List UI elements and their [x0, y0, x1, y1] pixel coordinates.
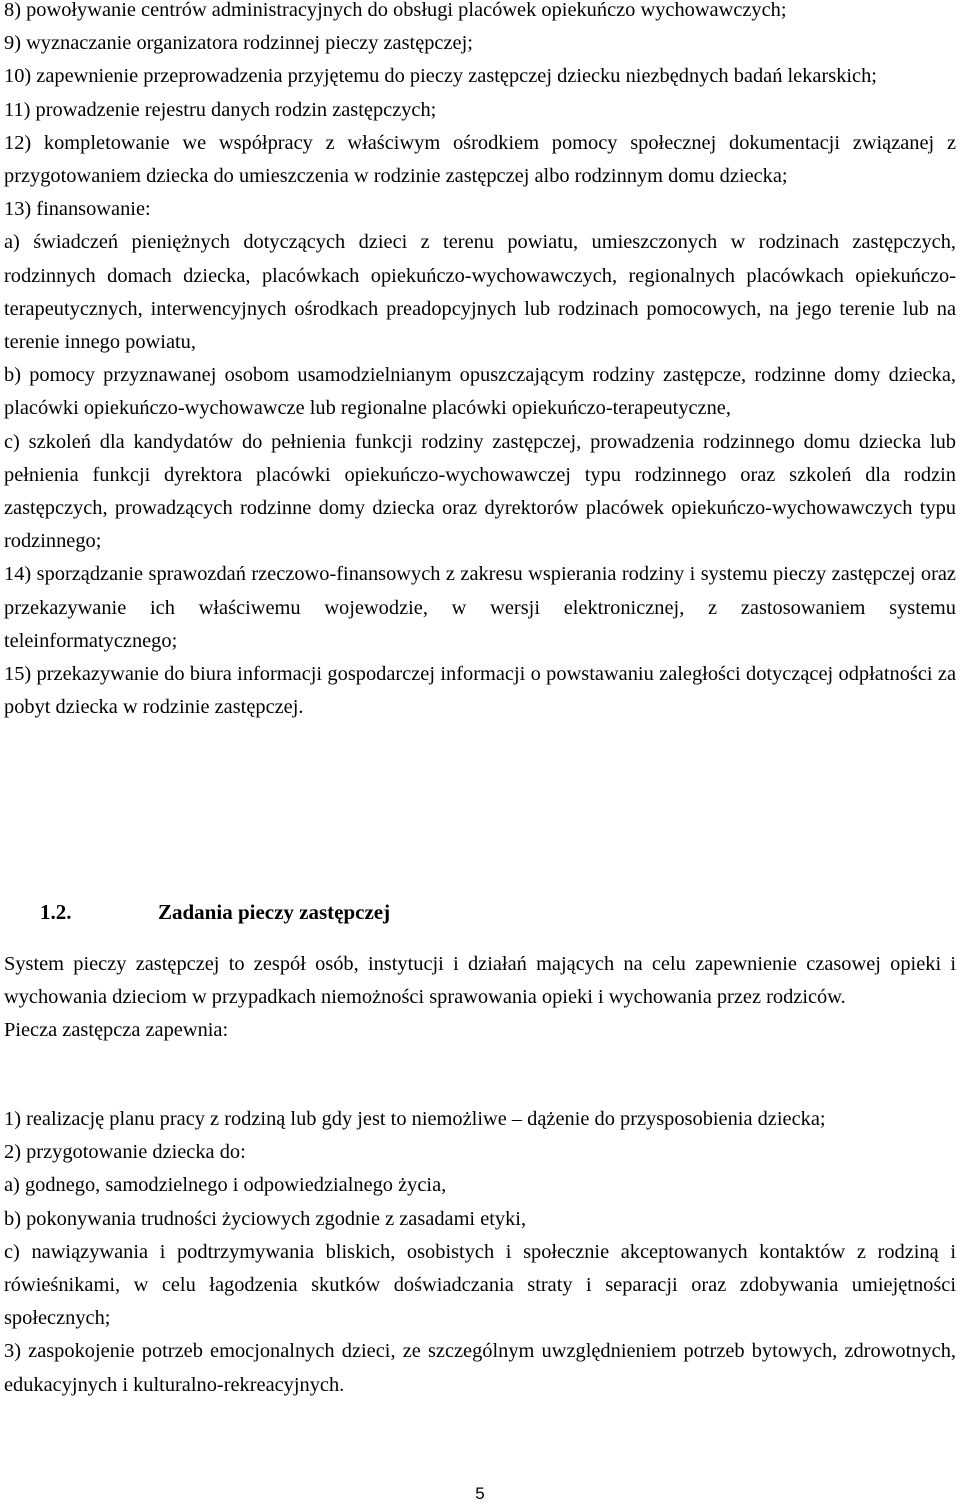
list-subitem: a) świadczeń pieniężnych dotyczących dzieci z terenu powiatu, umieszczonych w rodzinach zastępczych, rodzinnych domach dziecka, placówkach opiekuńczo-wychowawczych, regionalnych placówkach opiekuńczo-terapeutycznych, interwencyjnych ośrodkach preadopcyjnych lub rodzinach pomocowych, na jego terenie lub na terenie innego powiatu, — [4, 231, 956, 354]
list-item: 1) realizację planu pracy z rodziną lub gdy jest to niemożliwe – dążenie do przysposobienia dziecka; — [4, 1108, 826, 1130]
list-item: 13) finansowanie: — [4, 198, 151, 221]
list-subitem: c) szkoleń dla kandydatów do pełnienia funkcji rodziny zastępczej, prowadzenia rodzinnego domu dziecka lub pełnienia funkcji dyrektora placówki opiekuńczo-wychowawczej typu rodzinnego oraz szkoleń dla rodzin zastępczych, prowadzących rodzinne domy dziecka oraz dyrektorów placówek opiekuńczo-wychowawczych typu rodzinnego; — [4, 430, 956, 553]
list-subitem: b) pokonywania trudności życiowych zgodnie z zasadami etyki, — [4, 1207, 527, 1230]
list-subitem: b) pomocy przyznawanej osobom usamodzielnianym opuszczającym rodziny zastępcze, rodzinne domy dziecka, placówki opiekuńczo-wychowawcze lub regionalne placówki opiekuńczo-terapeutyczne, — [4, 364, 956, 420]
list-item: 15) przekazywanie do biura informacji gospodarczej informacji o powstawaniu zaległości dotyczącej odpłatności za pobyt dziecka w rodzinie zastępczej. — [4, 663, 956, 719]
list-item: 3) zaspokojenie potrzeb emocjonalnych dzieci, ze szczególnym uwzględnieniem potrzeb bytowych, zdrowotnych, edukacyjnych i kulturalno-rekreacyjnych. — [4, 1340, 956, 1396]
paragraph: System pieczy zastępczej to zespół osób, instytucji i działań mających na celu zapewnienie czasowej opieki i wychowania dzieciom w przypadkach niemożności sprawowania opieki i wychowania przez rodziców. — [4, 953, 956, 1009]
list-subitem: a) godnego, samodzielnego i odpowiedzialnego życia, — [4, 1174, 447, 1197]
list-item: 8) powoływanie centrów administracyjnych do obsługi placówek opiekuńczo wychowawczych; — [4, 0, 787, 21]
list-item: 12) kompletowanie we współpracy z właściwym ośrodkiem pomocy społecznej dokumentacji związanej z przygotowaniem dziecka do umieszczenia w rodzinie zastępczej albo rodzinnym domu dziecka; — [4, 131, 956, 188]
list-subitem: c) nawiązywania i podtrzymywania bliskich, osobistych i społecznie akceptowanych kontaktów z rodziną i rówieśnikami, w celu łagodzenia skutków doświadczania straty i separacji oraz zdobywania umiejętności społecznych; — [4, 1240, 956, 1330]
list-item: 10) zapewnienie przeprowadzenia przyjętemu do pieczy zastępczej dziecku niezbędnych badań lekarskich; — [4, 65, 877, 88]
list-item: 14) sporządzanie sprawozdań rzeczowo-finansowych z zakresu wspierania rodziny i systemu pieczy zastępczej oraz przekazywanie ich właściwemu wojewodzie, w wersji elektronicznej, z zastosowaniem systemu teleinformatycznego; — [4, 563, 956, 652]
task-list-continued — [4, 0, 956, 724]
section-heading — [40, 897, 390, 927]
list-item: 2) przygotowanie dziecka do: — [4, 1141, 246, 1164]
section-title: Zadania pieczy zastępczej — [158, 900, 391, 924]
section-intro — [4, 948, 956, 1048]
provision-list — [4, 1103, 956, 1402]
list-item: 9) wyznaczanie organizatora rodzinnej pieczy zastępczej; — [4, 32, 473, 55]
page-number: 5 — [475, 1484, 485, 1503]
paragraph: Piecza zastępcza zapewnia: — [4, 1019, 229, 1042]
list-item: 11) prowadzenie rejestru danych rodzin zastępczych; — [4, 98, 437, 121]
section-number: 1.2. — [40, 900, 72, 924]
